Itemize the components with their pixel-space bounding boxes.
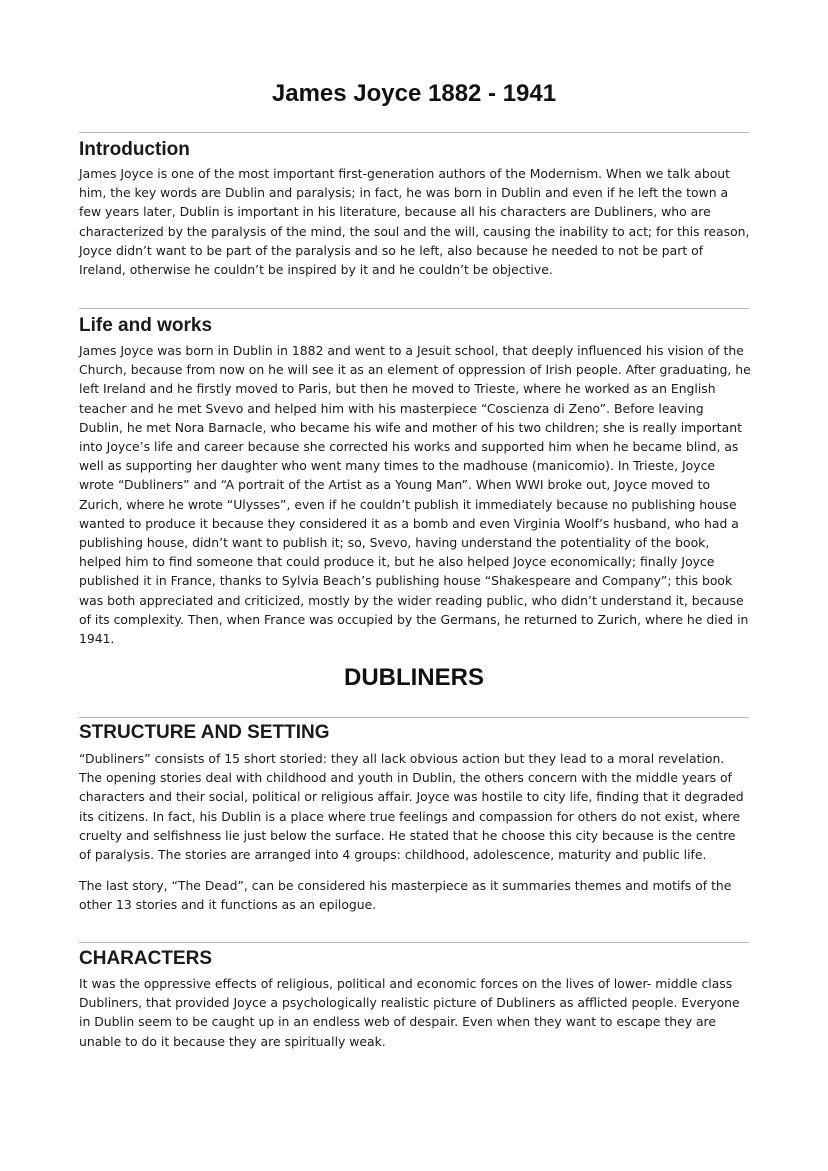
- life-and-works-heading: Life and works: [79, 315, 213, 336]
- document-title: James Joyce 1882 - 1941: [271, 80, 557, 107]
- section-divider: [79, 132, 749, 133]
- structure-paragraph-1: “Dubliners” consists of 15 short storied: they all lack obvious action but they lead to a moral revelation. The opening stories deal with childhood and youth in Dublin, the others concern with the middle years of characters and their social, political or religious affair. Joyce was hostile to city life, finding that it degraded its citizens. In fact, his Dublin is a place where true feelings and compassion for others do not exist, where cruelty and selfishness lie just below the surface. He stated that he choose this city because is the centre of paralysis. The stories are arranged into 4 groups: childhood, adolescence, maturity and public life.: [79, 751, 744, 863]
- section-divider: [79, 717, 749, 718]
- section-divider: [79, 942, 749, 943]
- introduction-paragraph: James Joyce is one of the most important first-generation authors of the Modernism. When we talk about him, the key words are Dublin and paralysis; in fact, he was born in Dublin and even if he left the town a few years later, Dublin is important in his literature, because all his characters are Dubliners, who are characterized by the paralysis of the mind, the soul and the will, causing the inability to act; for this reason, Joyce didn’t want to be part of the paralysis and so he left, also because he needed to not be part of Ireland, otherwise he couldn’t be inspired by it and he couldn’t be objective.: [79, 166, 750, 278]
- dubliners-title: DUBLINERS: [343, 664, 484, 691]
- characters-heading: CHARACTERS: [79, 948, 212, 969]
- characters-paragraph: It was the oppressive effects of religious, political and economic forces on the lives of lower- middle class Dubliners, that provided Joyce a psychologically realistic picture of Dubliners as afflicted people. Everyone in Dublin seem to be caught up in an endless web of despair. Even when they want to escape they are unable to do it because they are spiritually weak.: [79, 976, 740, 1049]
- life-and-works-paragraph: James Joyce was born in Dublin in 1882 and went to a Jesuit school, that deeply influenced his vision of the Church, because from now on he will see it as an element of oppression of Irish people. After graduating, he left Ireland and he firstly moved to Paris, but then he moved to Trieste, where he worked as an English teacher and he met Svevo and helped him with his masterpiece “Coscienza di Zeno”. Before leaving Dublin, he met Nora Barnacle, who became his wife and mother of his two children; she is really important into Joyce’s life and career because she corrected his works and supported him when he became blind, as well as supporting her daughter who went many times to the madhouse (manicomio). In Trieste, Joyce wrote “Dubliners” and “A portrait of the Artist as a Young Man”. When WWI broke out, Joyce moved to Zurich, where he wrote “Ulysses”, even if he couldn’t publish it immediately because no publishing house wanted to produce it because they considered it as a bomb and even Virginia Woolf’s husband, who had a publishing house, didn’t want to publish it; so, Svevo, having understand the potentiality of the book, helped him to find someone that could produce it, but he also helped Joyce economically; finally Joyce published it in France, thanks to Sylvia Beach’s publishing house “Shakespeare and Company”; this book was both appreciated and criticized, mostly by the wider reading public, who didn’t understand it, because of its complexity. Then, when France was occupied by the Germans, he returned to Zurich, where he died in 1941.: [79, 343, 751, 647]
- structure-paragraph-2: The last story, “The Dead”, can be considered his masterpiece as it summaries themes and motifs of the other 13 stories and it functions as an epilogue.: [79, 878, 732, 913]
- introduction-heading: Introduction: [79, 139, 190, 160]
- section-divider: [79, 308, 749, 309]
- structure-and-setting-heading: STRUCTURE AND SETTING: [79, 722, 330, 743]
